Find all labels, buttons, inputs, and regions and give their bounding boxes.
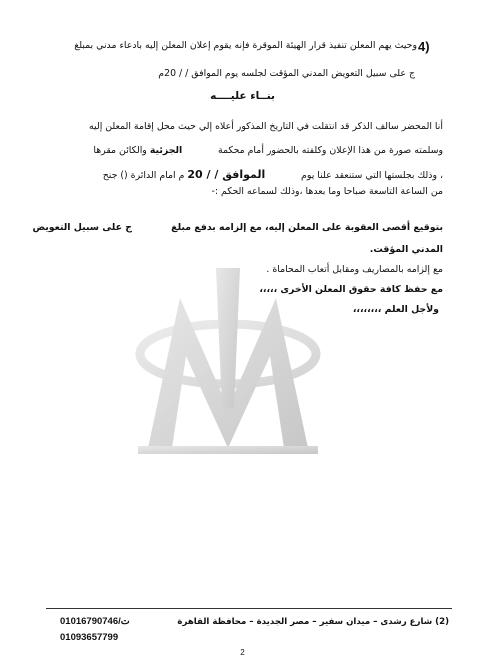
session-date-bold: الموافق / / 20 xyxy=(187,168,266,181)
body-line-2 xyxy=(93,145,443,157)
body-line-2-start: وسلمته صورة من هذا الإعلان وكلفته بالحضور أمام محكمة xyxy=(217,145,443,156)
footer-phone-1: ت/01016790746 xyxy=(60,616,130,627)
footer-divider xyxy=(46,608,452,609)
requests-line-1-start: بتوقيع أقصى العقوبة على المعلن إليه، مع إلزامه بدفع مبلغ xyxy=(171,222,443,233)
page-number: 2 xyxy=(240,648,245,657)
body-line-4: من الساعة التاسعة صباحا وما بعدها ،وذلك لسماعه الحكم :- xyxy=(211,186,443,197)
requests-line-4: مع حفظ كافة حقوق المعلن الأخرى ،،،،، xyxy=(259,284,443,295)
body-line-3-end: م امام الدائرة () جنح xyxy=(102,170,185,181)
body-line-1: أنا المحضر سالف الذكر قد انتقلت في التاريخ المذكور أعلاه إلي حيث محل إقامة المعلن إليه xyxy=(89,121,443,132)
requests-line-1-end: ج على سبيل التعويض xyxy=(32,222,132,233)
requests-line-1 xyxy=(32,222,443,234)
paragraph-number: 4) xyxy=(418,39,430,54)
requests-line-2: المدني المؤقت. xyxy=(369,244,443,255)
paragraph-4-line-2: ج على سبيل التعويض المدني المؤقت لجلسه يوم الموافق / / 20م xyxy=(158,68,415,79)
requests-line-3: مع إلزامه بالمصاريف ومقابل أتعاب المحاماة . xyxy=(266,264,443,275)
footer-phone-2: 01093657799 xyxy=(60,632,119,643)
court-name-bold: الجزئية xyxy=(149,145,183,156)
body-line-3-start: ، وذلك بجلستها التي ستنعقد علنا يوم xyxy=(301,170,443,181)
footer-address: (2) شارع رشدى – ميدان سفير – مصر الجديدة – محافظة القاهرة xyxy=(177,617,449,627)
body-line-2-end: والكائن مقرها xyxy=(93,145,147,156)
paragraph-4-line-1: وحيث يهم المعلن تنفيذ قرار الهيئة الموقرة فإنه يقوم إعلان المعلن إليه بادعاء مدني بمبلغ xyxy=(74,40,417,51)
body-line-3 xyxy=(103,169,443,182)
requests-line-5: ولأجل العلم ،،،،،،،، xyxy=(352,304,439,315)
section-heading: بنــاء عليــــه xyxy=(210,90,275,102)
